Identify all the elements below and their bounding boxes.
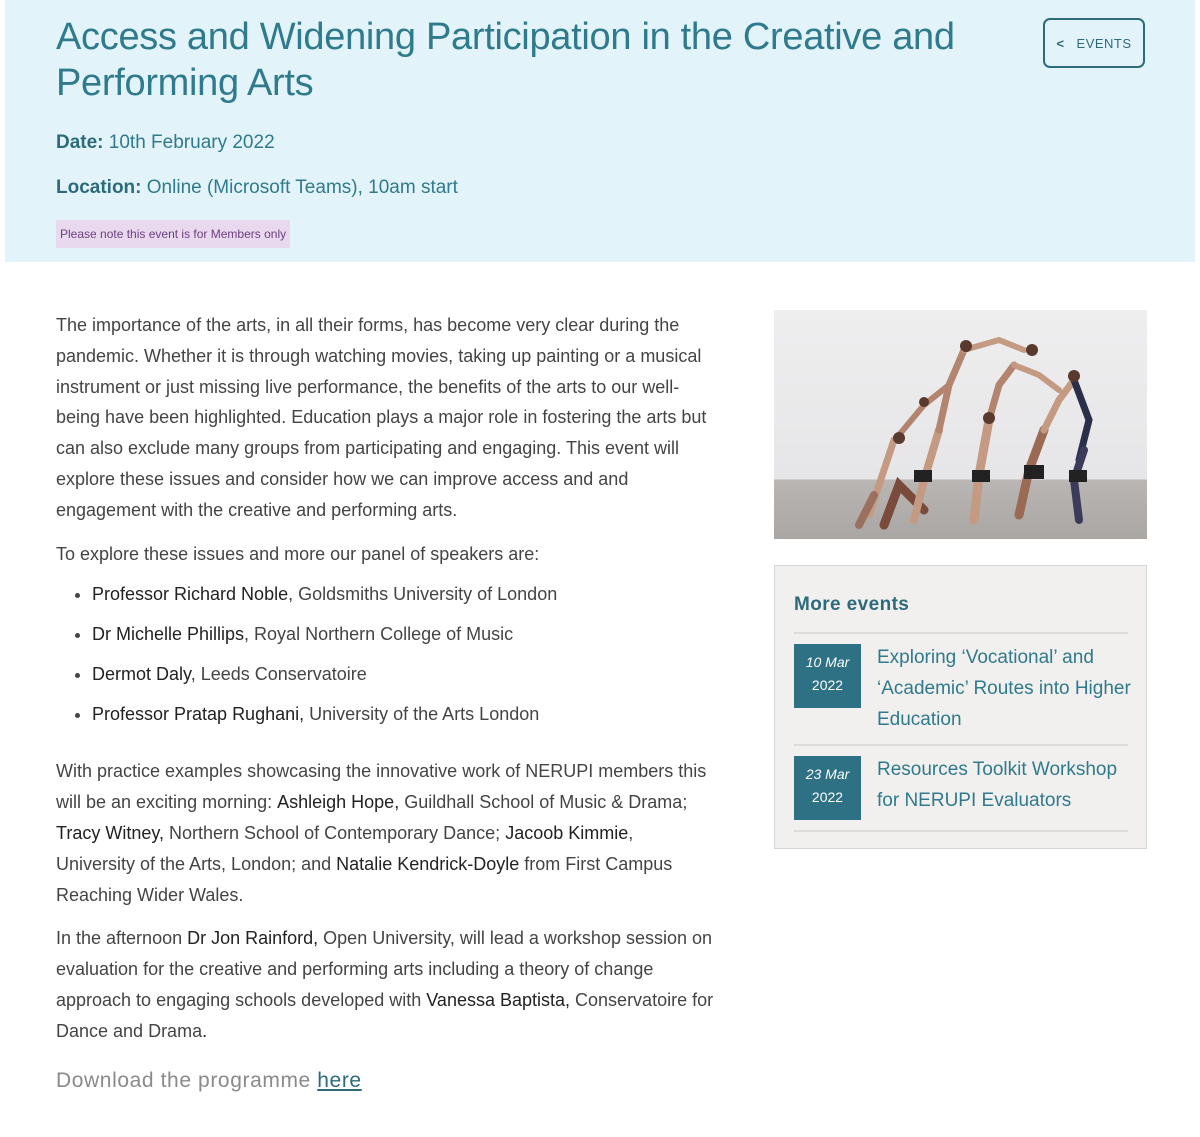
event-day-month: 10 Mar [805,654,850,670]
list-item [92,702,716,726]
speaker-name: Professor Richard Noble [92,584,289,605]
text-segment: Open University, will lead a workshop session on evaluation for the creative and performing arts including a theory of change approach to engaging schools developed with [56,928,713,1010]
more-events-panel [774,565,1147,849]
speaker-name: Dr Michelle Phillips [92,624,245,645]
presenter-name: Natalie Kendrick-Doyle [336,853,520,874]
back-to-events-button[interactable] [1043,18,1145,68]
intro-paragraph: The importance of the arts, in all their forms, has become very clear during the pandemic. Whether it is through watching movies, taking up painting or a musical instrument or just missing live performance, the benefits of the arts to our well-being have been highlighted. Education plays a major role in fostering the arts but can also exclude many groups from participating and engaging. This event will explore these issues and consider how we can improve access and and engagement with the creative and performing arts. [56,315,707,520]
back-to-events-label: EVENTS [1076,35,1132,51]
text-segment: In the afternoon [56,928,188,949]
event-year: 2022 [811,789,844,805]
page-title: Access and Widening Participation in the Creative and Performing Arts [56,16,955,104]
event-year: 2022 [811,677,844,693]
speaker-affiliation: , Goldsmiths University of London [288,584,558,605]
acrobatic-performers-photo [774,310,1147,539]
list-item [92,582,716,606]
presenter-name: Dr Jon Rainford, [187,928,319,949]
practice-paragraph [56,756,716,910]
download-programme [56,1069,716,1093]
text-segment: from First Campus Reaching Wider Wales. [56,853,673,905]
event-date [56,132,275,154]
event-date-badge [794,756,861,820]
list-item [92,622,716,646]
text-segment: . [202,1020,208,1041]
more-events-title: More events [794,594,910,615]
presenter-name: Tracy Witney, [56,822,165,843]
download-programme-link[interactable]: here [317,1068,362,1092]
location-label: Location: [56,177,142,198]
speaker-affiliation: , Royal Northern College of Music [244,624,514,645]
speaker-name: Professor Pratap Rughani, [92,704,305,725]
event-description [56,310,716,1093]
presenter-name: Vanessa Baptista, [426,989,571,1010]
text-segment: With practice examples showcasing the innovative work of NERUPI members this will be an exciting morning: [56,761,707,813]
text-segment: , University of the Arts, London; and [56,822,634,874]
list-item [794,744,1128,832]
chevron-left-icon: < [1056,35,1065,51]
event-location [56,177,458,199]
members-only-badge: Please note this event is for Members only [56,220,290,248]
speaker-affiliation: , Leeds Conservatoire [190,664,367,685]
text-segment: Northern School of Contemporary Dance; [164,822,506,843]
event-title-link[interactable]: Exploring ‘Vocational’ and ‘Academic’ Routes into Higher Education [877,647,1131,730]
event-title-link[interactable]: Resources Toolkit Workshop for NERUPI Evaluators [877,759,1118,811]
panel-intro: To explore these issues and more our panel of speakers are: [56,543,540,564]
speaker-affiliation: University of the Arts London [304,704,540,725]
afternoon-paragraph [56,923,716,1046]
speaker-name: Dermot Daly [92,664,191,685]
text-segment: Guildhall School of Music & Drama; [399,792,688,813]
list-item [92,662,716,686]
location-value: Online (Microsoft Teams), 10am start [146,177,458,198]
date-label: Date: [56,132,104,153]
list-item [794,632,1131,746]
date-value: 10th February 2022 [108,132,275,153]
performers-illustration [774,310,1147,539]
event-date-badge [794,644,861,708]
download-text: Download the programme [56,1068,311,1092]
speakers-list [56,582,716,726]
presenter-name: Jacoob Kimmie [505,822,629,843]
presenter-name: Ashleigh Hope, [277,792,400,813]
text-segment: Conservatoire for Dance and Drama [56,989,714,1041]
event-day-month: 23 Mar [805,766,850,782]
